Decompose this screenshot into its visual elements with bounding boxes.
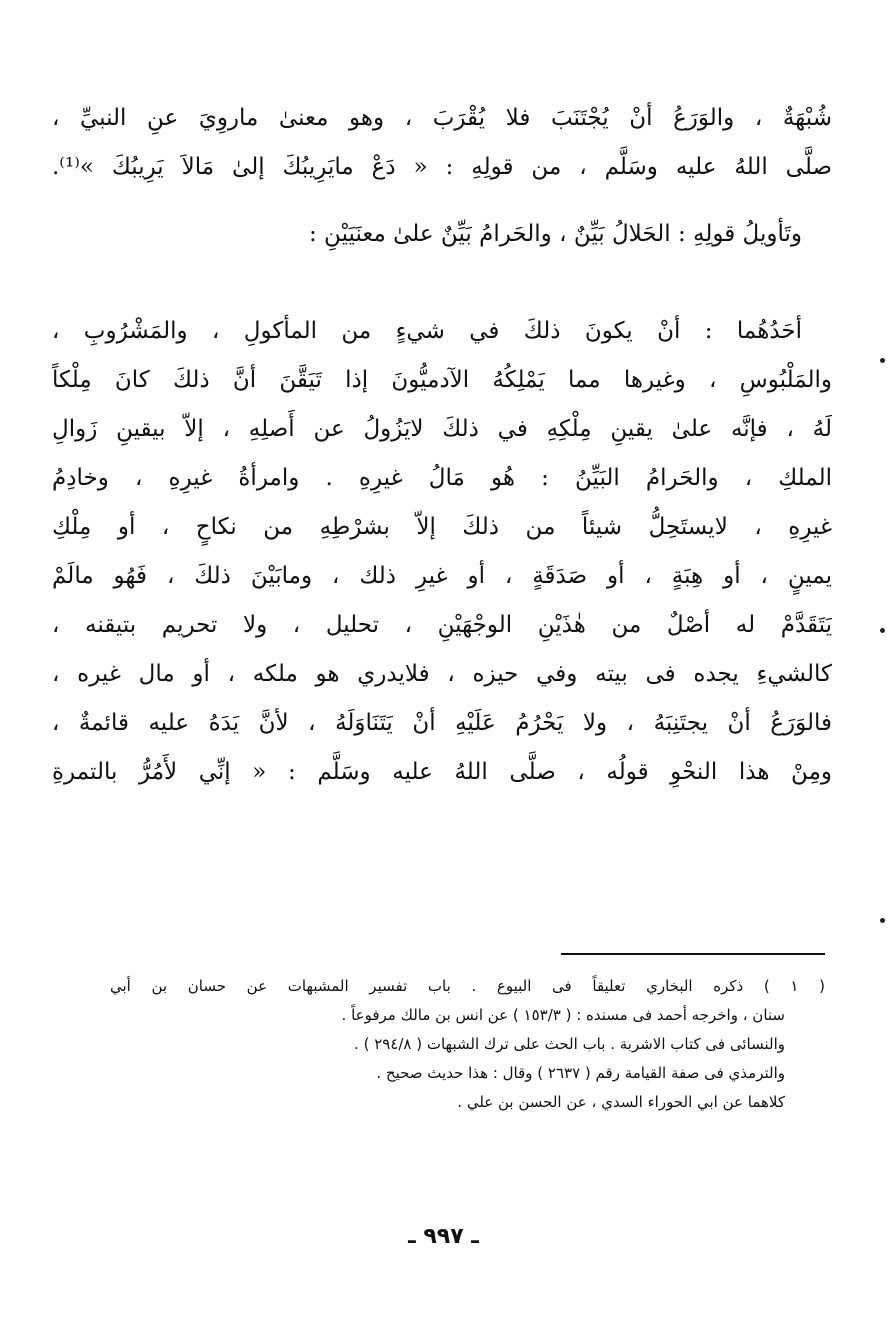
footnote-line: ( ١ ) ذكره البخاري تعليقاً فى البيوع . باب تفسير المشبهات عن حسان بن أبي <box>110 977 825 995</box>
text-line: غيرِهِ ، لايستَحِلُّ شيئاً من ذلكَ إلاّ بشرْطِهِ من نكاحٍ ، أو مِلْكِ <box>52 514 832 540</box>
heading-line: وتَأويلُ قولِهِ : الحَلالُ بَيِّنٌ ، والحَرامُ بَيِّنٌ علىٰ معنَيَيْنِ : <box>309 221 802 247</box>
margin-dot <box>880 628 885 633</box>
footnote-line: والنسائى فى كتاب الاشربة . باب الحث على ترك الشبهات ( ٢٩٤/٨ ) . <box>354 1035 785 1053</box>
text-line: شُبْهَةٌ ، والوَرَعُ أنْ يُجْتَنَبَ فلا يُقْرَبَ ، وهو معنىٰ ماروِيَ عنِ النبيِّ ، <box>52 105 832 131</box>
text-line: يمينٍ ، أو هِبَةٍ ، أو صَدَقَةٍ ، أو غيرِ ذلك ، ومابَيْنَ ذلكَ ، فَهُو مالَمْ <box>52 563 832 589</box>
footnote-line: سنان ، واخرجه أحمد فى مسنده : ( ١٥٣/٣ ) عن انس بن مالك مرفوعاً . <box>341 1006 785 1024</box>
text-line: أحَدُهُما : أنْ يكونَ ذلكَ في شيءٍ من المأكولِ ، والمَشْرُوبِ ، <box>52 318 802 344</box>
footnotes <box>110 972 825 1117</box>
text-line: صلَّى اللهُ عليه وسَلَّم ، من قولِهِ : « دَعْ مايَرِيبُكَ إلىٰ مَالاَ يَرِيبُكَ »⁽¹⁾. <box>52 154 832 180</box>
page-number: ـ ٩٩٧ ـ <box>408 1224 479 1249</box>
text-line: كالشيءِ يجده فى بيته وفي حيزه ، فلايدري هو ملكه ، أو مال غيره ، <box>52 661 832 687</box>
body-paragraph <box>52 307 832 797</box>
text-line: الملكِ ، والحَرامُ البَيِّنُ : هُو مَالُ غيرِهِ . وامرأةُ غيرِهِ ، وخادِمُ <box>52 465 832 491</box>
text-line: والمَلْبُوسِ ، وغيرها مما يَمْلِكُهُ الآدميُّونَ إذا تَيَقَّنَ أنَّ ذلكَ كانَ مِلْكاً <box>52 367 832 393</box>
margin-dot <box>880 358 885 363</box>
text-line: فالوَرَعُ أنْ يجتَنِبَهُ ، ولا يَحْرُمُ عَلَيْهِ أنْ يَتَنَاوَلَهُ ، لأنَّ يَدَهُ عليه قائمةٌ ، <box>52 710 832 736</box>
footnote-separator <box>561 953 825 955</box>
margin-dot <box>880 918 885 923</box>
text-line: يَتَقَدَّمْ له أصْلٌ من هٰذَيْنِ الوجْهَيْنِ ، تحليل ، ولا تحريم بتيقنه ، <box>52 612 832 638</box>
text-line: ومِنْ هذا النحْوِ قولُه ، صلَّى اللهُ عليه وسَلَّم : « إنِّي لأَمُرُّ بالتمرةِ <box>52 759 832 785</box>
footnote-line: والترمذي فى صفة القيامة رقم ( ٢٦٣٧ ) وقال : هذا حديث صحيح . <box>376 1064 785 1082</box>
text-line: لَهُ ، فإنَّه علىٰ يقينِ مِلْكِهِ في ذلكَ لايَزُولُ عن أَصلِهِ ، إلاّ بيقينِ زَوالِ <box>52 416 832 442</box>
intro-paragraph <box>52 94 832 192</box>
section-heading <box>52 210 832 259</box>
footnote-line: كلاهما عن ابي الحوراء السدي ، عن الحسن بن علي . <box>457 1093 785 1111</box>
